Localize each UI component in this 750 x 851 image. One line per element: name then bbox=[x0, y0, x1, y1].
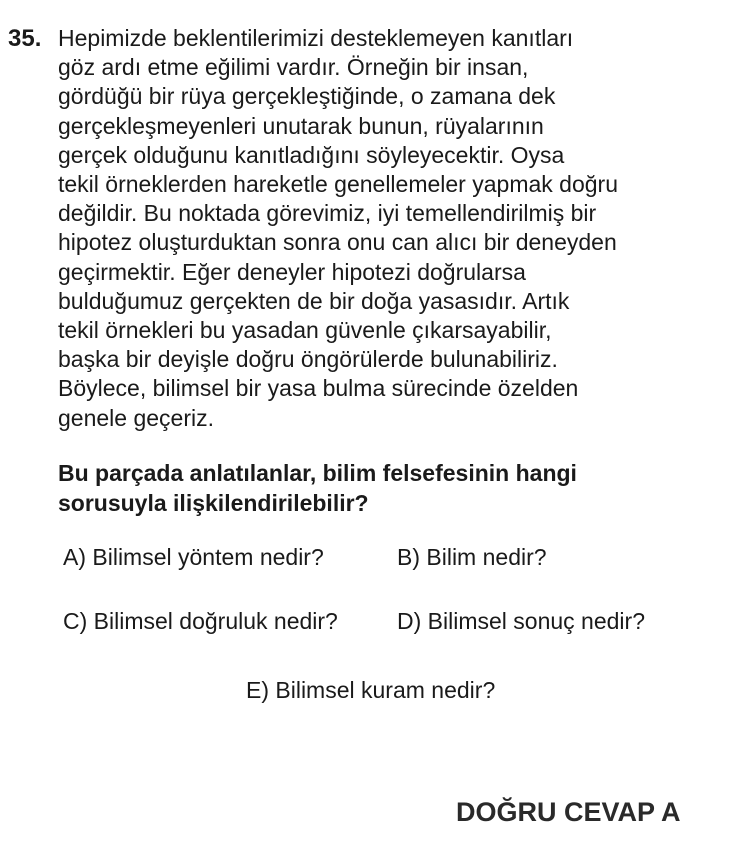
passage-line: genele geçeriz. bbox=[58, 404, 214, 431]
prompt-line: sorusuyla ilişkilendirilebilir? bbox=[58, 490, 369, 516]
option-e[interactable]: E) Bilimsel kuram nedir? bbox=[246, 677, 496, 703]
question-prompt bbox=[58, 458, 738, 518]
passage-line: gerçekleşmeyenleri unutarak bunun, rüyalarının bbox=[58, 112, 544, 139]
question-passage bbox=[58, 24, 738, 433]
passage-line: başka bir deyişle doğru öngörülerde bulunabiliriz. bbox=[58, 346, 558, 373]
passage-line: gördüğü bir rüya gerçekleştiğinde, o zamana dek bbox=[58, 83, 556, 110]
question-number: 35. bbox=[8, 25, 42, 52]
option-d[interactable]: D) Bilimsel sonuç nedir? bbox=[397, 608, 645, 634]
correct-answer: DOĞRU CEVAP A bbox=[456, 797, 681, 827]
passage-line: Hepimizde beklentilerimizi desteklemeyen kanıtları bbox=[58, 25, 574, 51]
passage-line: tekil örneklerden hareketle genellemeler yapmak doğru bbox=[58, 171, 618, 198]
option-c[interactable]: C) Bilimsel doğruluk nedir? bbox=[63, 608, 338, 634]
passage-line: Böylece, bilimsel bir yasa bulma sürecinde özelden bbox=[58, 375, 579, 402]
passage-line: değildir. Bu noktada görevimiz, iyi temellendirilmiş bir bbox=[58, 200, 597, 227]
passage-line: gerçek olduğunu kanıtladığını söyleyecektir. Oysa bbox=[58, 141, 565, 168]
passage-line: göz ardı etme eğilimi vardır. Örneğin bir insan, bbox=[58, 54, 529, 81]
passage-line: geçirmektir. Eğer deneyler hipotezi doğrularsa bbox=[58, 258, 526, 285]
passage-line: bulduğumuz gerçekten de bir doğa yasasıdır. Artık bbox=[58, 287, 570, 314]
prompt-line: Bu parçada anlatılanlar, bilim felsefesinin hangi bbox=[58, 460, 577, 486]
option-b[interactable]: B) Bilim nedir? bbox=[397, 544, 547, 570]
passage-line: hipotez oluşturduktan sonra onu can alıcı bir deneyden bbox=[58, 229, 617, 256]
option-a[interactable]: A) Bilimsel yöntem nedir? bbox=[63, 544, 324, 570]
passage-line: tekil örnekleri bu yasadan güvenle çıkarsayabilir, bbox=[58, 317, 552, 344]
